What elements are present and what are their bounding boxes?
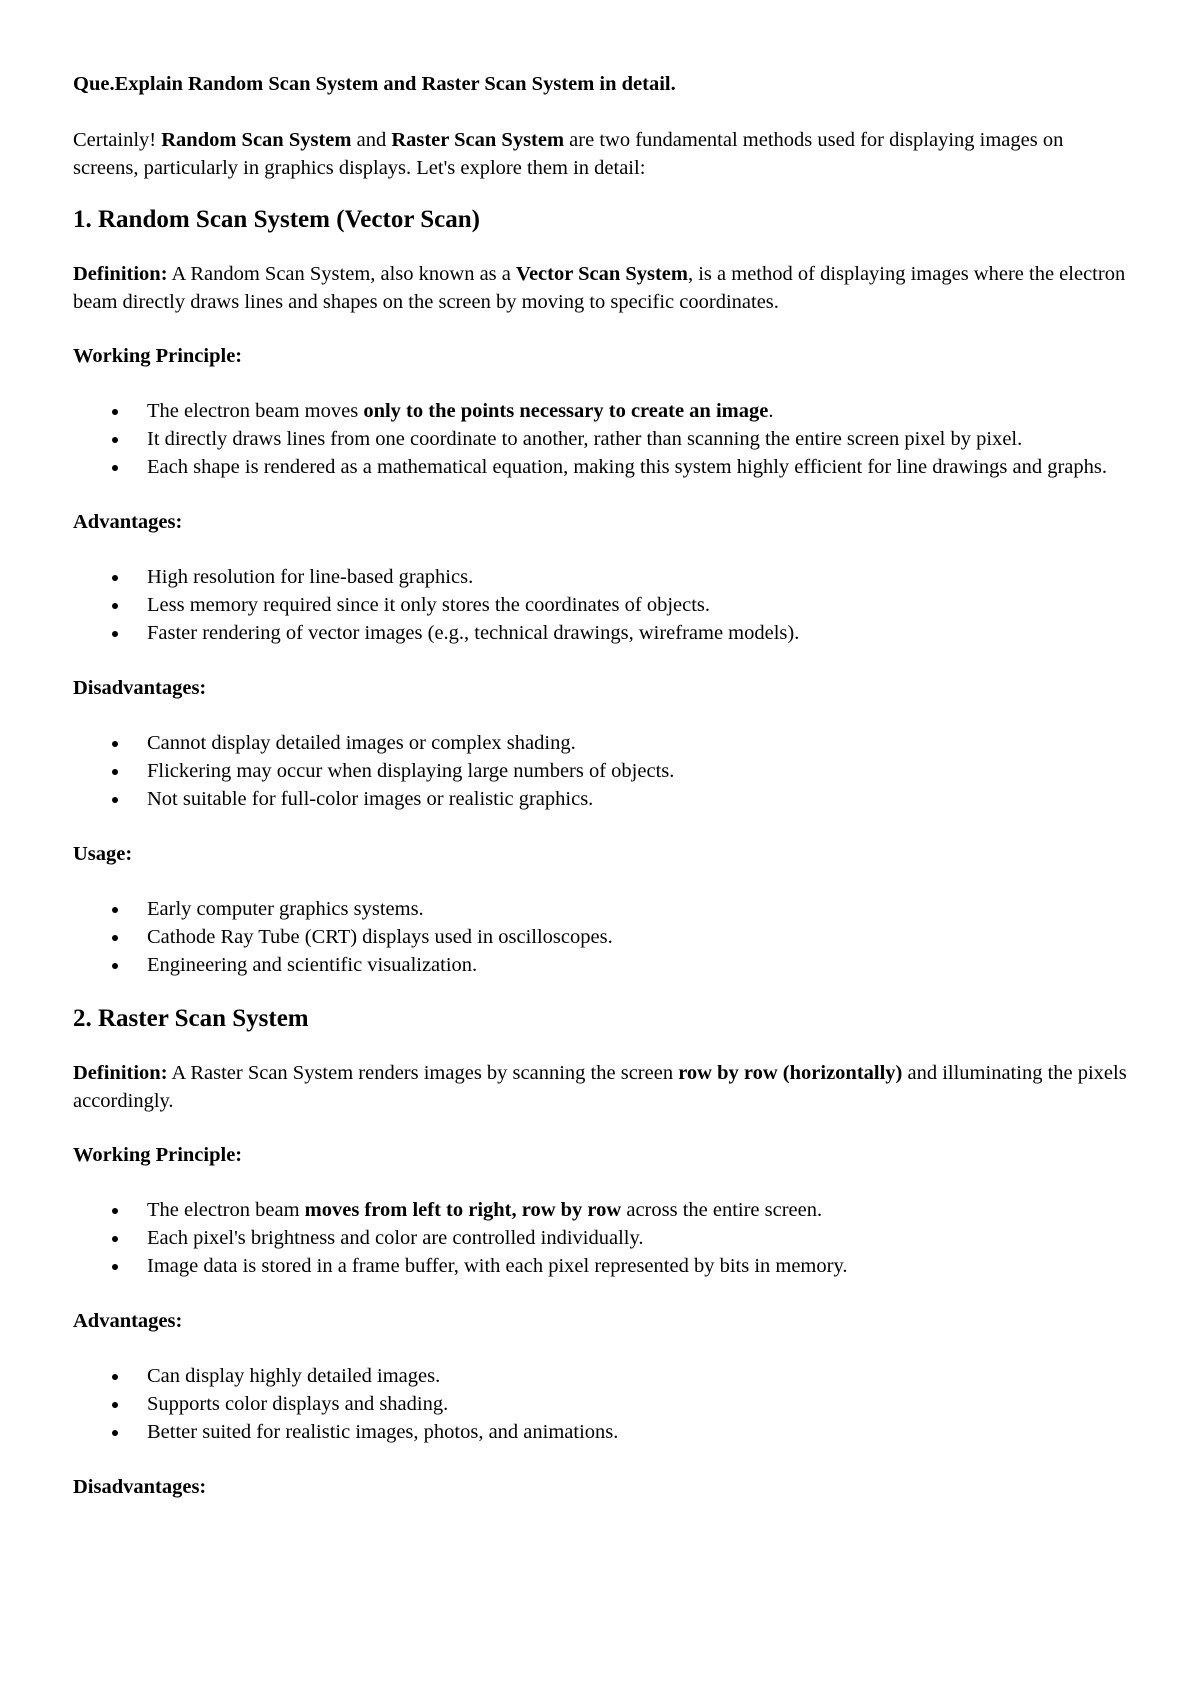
list-item: Faster rendering of vector images (e.g., technical drawings, wireframe models).	[147, 619, 1133, 647]
list-item-text: .	[768, 400, 774, 422]
list-item	[147, 1196, 1133, 1224]
random-advantages-list	[73, 563, 1133, 647]
random-usage-heading: Usage:	[73, 843, 133, 865]
list-item: Less memory required since it only stores the coordinates of objects.	[147, 591, 1133, 619]
list-item: Cathode Ray Tube (CRT) displays used in oscilloscopes.	[147, 923, 1133, 951]
list-item	[147, 397, 1133, 425]
list-item: Engineering and scientific visualization.	[147, 951, 1133, 979]
list-item-bold: moves from left to right, row by row	[304, 1199, 622, 1221]
list-item: Image data is stored in a frame buffer, with each pixel represented by bits in memory.	[147, 1252, 1133, 1280]
raster-working-heading: Working Principle:	[73, 1144, 243, 1166]
list-item: Each shape is rendered as a mathematical equation, making this system highly efficient for line drawings and graphs.	[147, 453, 1133, 481]
list-item-text: The electron beam	[147, 1199, 305, 1221]
list-item: It directly draws lines from one coordinate to another, rather than scanning the entire screen pixel by pixel.	[147, 425, 1133, 453]
list-item-text: across the entire screen.	[621, 1199, 823, 1221]
random-disadvantages-heading: Disadvantages:	[73, 677, 207, 699]
definition-bold: row by row (horizontally)	[678, 1062, 903, 1084]
list-item: Early computer graphics systems.	[147, 895, 1133, 923]
raster-advantages-list	[73, 1362, 1133, 1446]
list-item-bold: only to the points necessary to create an image	[363, 400, 769, 422]
section-heading-random-scan: 1. Random Scan System (Vector Scan)	[73, 206, 480, 233]
definition-bold: Vector Scan System	[516, 263, 688, 285]
definition-text: A Raster Scan System renders images by scanning the screen	[167, 1062, 679, 1084]
list-item: Cannot display detailed images or complex shading.	[147, 729, 1133, 757]
list-item: Not suitable for full-color images or realistic graphics.	[147, 785, 1133, 813]
random-working-heading: Working Principle:	[73, 345, 243, 367]
intro-text: and	[351, 129, 392, 151]
random-usage-list	[73, 895, 1133, 979]
random-advantages-heading: Advantages:	[73, 511, 183, 533]
intro-paragraph	[73, 126, 1133, 182]
list-item: Can display highly detailed images.	[147, 1362, 1133, 1390]
list-item: High resolution for line-based graphics.	[147, 563, 1133, 591]
definition-label: Definition:	[73, 263, 168, 285]
definition-text: , is a method of displaying images where the electron beam directly draws lines and shapes on the screen by moving to specific coordinates.	[73, 263, 1126, 313]
random-working-list	[73, 397, 1133, 481]
definition-text: and illuminating the pixels accordingly.	[73, 1062, 1127, 1112]
random-disadvantages-list	[73, 729, 1133, 813]
list-item: Each pixel's brightness and color are controlled individually.	[147, 1224, 1133, 1252]
random-definition	[73, 260, 1133, 316]
question-heading: Que.Explain Random Scan System and Raster Scan System in detail.	[73, 73, 676, 95]
list-item: Supports color displays and shading.	[147, 1390, 1133, 1418]
definition-label: Definition:	[73, 1062, 168, 1084]
definition-text: A Random Scan System, also known as a	[167, 263, 517, 285]
raster-advantages-heading: Advantages:	[73, 1310, 183, 1332]
raster-disadvantages-heading: Disadvantages:	[73, 1476, 207, 1498]
intro-text: Certainly!	[73, 129, 162, 151]
document-page	[73, 70, 1133, 1528]
list-item: Flickering may occur when displaying large numbers of objects.	[147, 757, 1133, 785]
section-heading-raster-scan: 2. Raster Scan System	[73, 1005, 309, 1032]
raster-working-list	[73, 1196, 1133, 1280]
list-item-text: The electron beam moves	[147, 400, 364, 422]
intro-text: are two fundamental methods used for displaying images on screens, particularly in graphics displays. Let's explore them in detail:	[73, 129, 1064, 179]
raster-definition	[73, 1059, 1133, 1115]
intro-bold-raster: Raster Scan System	[391, 129, 565, 151]
list-item: Better suited for realistic images, photos, and animations.	[147, 1418, 1133, 1446]
intro-bold-random: Random Scan System	[161, 129, 352, 151]
